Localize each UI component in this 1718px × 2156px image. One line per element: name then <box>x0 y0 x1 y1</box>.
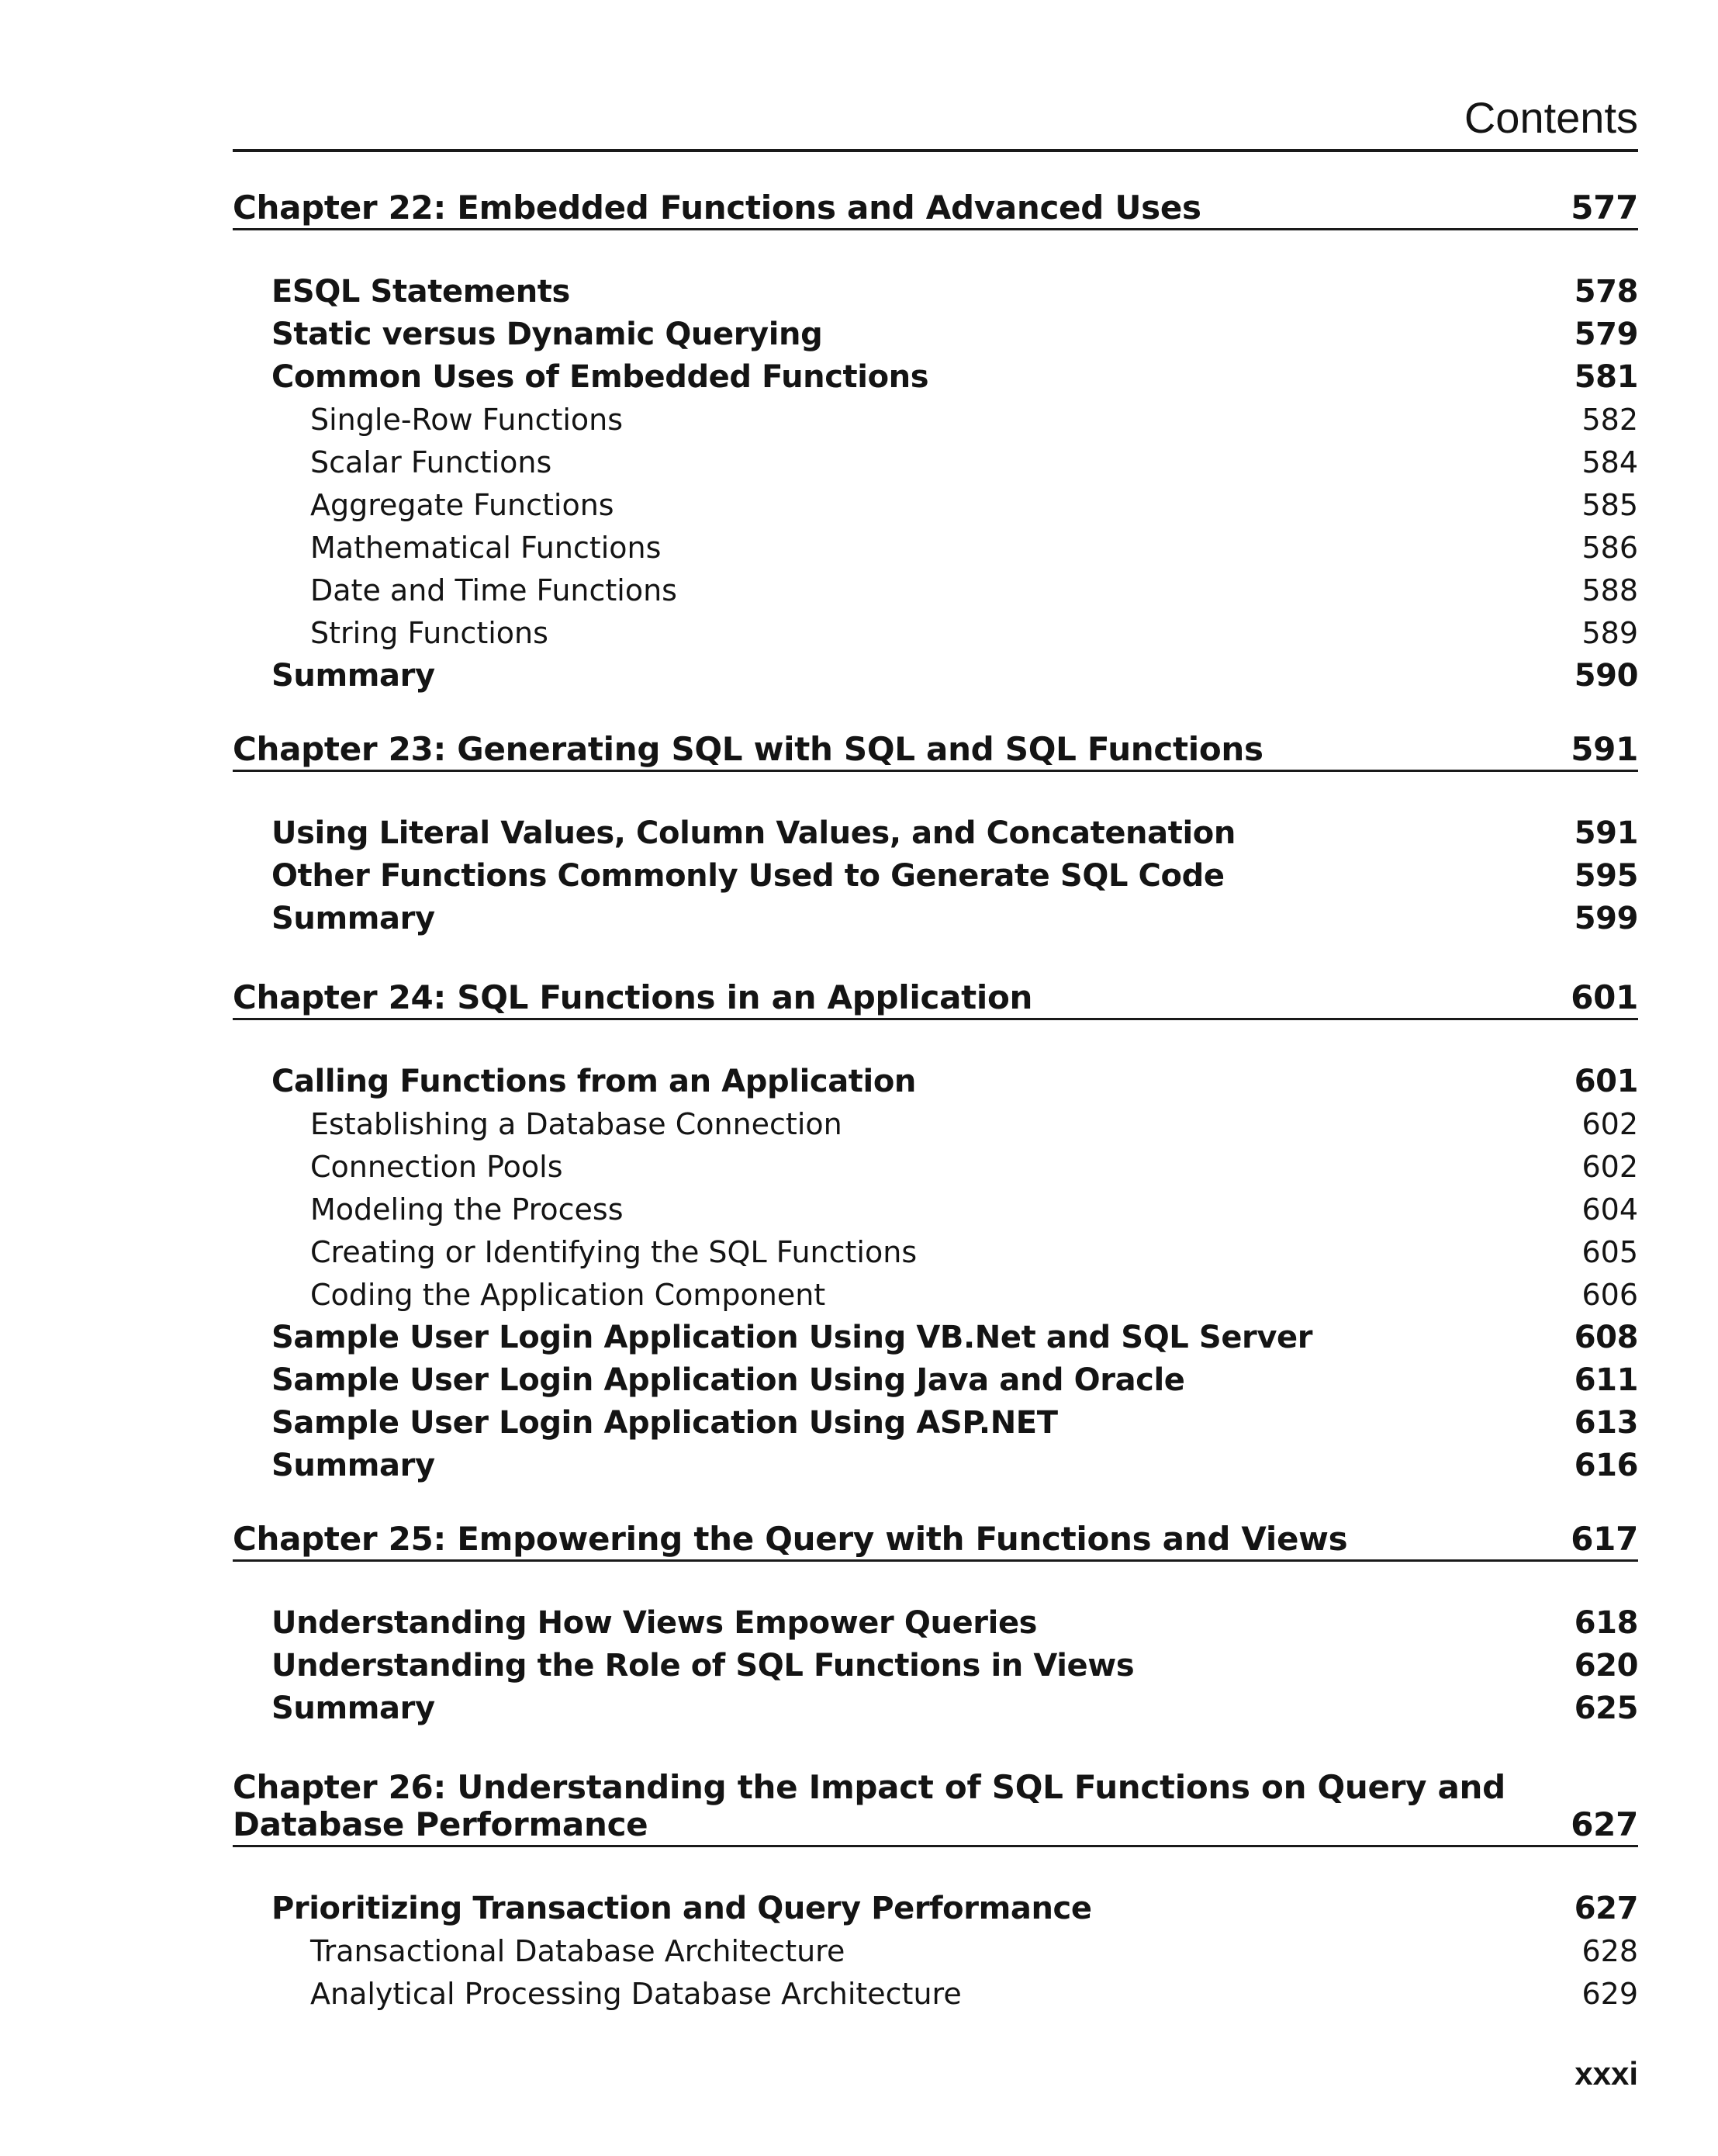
chapter-page-number: 591 <box>1571 730 1638 768</box>
chapter-title: Chapter 24: SQL Functions in an Application <box>233 978 1033 1016</box>
section-entry-list <box>233 271 1638 697</box>
entry-page-number: 627 <box>1574 1891 1638 1926</box>
chapter-heading[interactable] <box>233 731 1638 772</box>
entry-title: Summary <box>271 1691 435 1726</box>
chapter-page-number: 627 <box>1571 1805 1638 1843</box>
toc-section-entry[interactable] <box>233 356 1638 399</box>
toc-section-entry[interactable] <box>233 1687 1638 1730</box>
toc-page <box>233 0 1638 2156</box>
page-folio: xxxi <box>1575 2055 1638 2092</box>
toc-section-entry[interactable] <box>233 1359 1638 1402</box>
entry-title: Sample User Login Application Using ASP.NET <box>271 1405 1058 1441</box>
entry-page-number: 629 <box>1581 1977 1638 2011</box>
toc-section-entry[interactable] <box>233 271 1638 313</box>
chapter-25-section <box>233 1521 1638 1730</box>
chapter-heading[interactable] <box>233 189 1638 230</box>
entry-title: Sample User Login Application Using VB.Net and SQL Server <box>271 1320 1313 1355</box>
chapter-page-number: 577 <box>1571 189 1638 227</box>
toc-subsection-entry[interactable] <box>233 1973 1638 2016</box>
entry-page-number: 618 <box>1574 1605 1638 1641</box>
entry-page-number: 578 <box>1574 274 1638 310</box>
entry-page-number: 579 <box>1574 317 1638 352</box>
chapter-title: Chapter 22: Embedded Functions and Advanced Uses <box>233 189 1201 227</box>
entry-title: Date and Time Functions <box>310 573 677 607</box>
entry-page-number: 613 <box>1574 1405 1638 1441</box>
toc-subsection-entry[interactable] <box>233 484 1638 527</box>
entry-title: Creating or Identifying the SQL Functions <box>310 1235 918 1269</box>
toc-subsection-entry[interactable] <box>233 1274 1638 1317</box>
toc-subsection-entry[interactable] <box>233 1189 1638 1231</box>
chapter-heading[interactable] <box>233 1769 1638 1847</box>
entry-title: Mathematical Functions <box>310 531 662 565</box>
entry-title: Summary <box>271 1448 435 1483</box>
chapter-22-section <box>233 189 1638 697</box>
entry-title: Transactional Database Architecture <box>310 1934 845 1968</box>
toc-section-entry[interactable] <box>233 898 1638 940</box>
toc-section-entry[interactable] <box>233 1602 1638 1645</box>
entry-page-number: 599 <box>1574 901 1638 936</box>
chapter-heading[interactable] <box>233 979 1638 1020</box>
entry-page-number: 585 <box>1581 488 1638 522</box>
entry-title: Summary <box>271 901 435 936</box>
entry-title: Connection Pools <box>310 1150 563 1184</box>
entry-page-number: 581 <box>1574 359 1638 395</box>
entry-page-number: 602 <box>1581 1107 1638 1141</box>
entry-page-number: 601 <box>1574 1064 1638 1099</box>
toc-subsection-entry[interactable] <box>233 399 1638 441</box>
entry-title: ESQL Statements <box>271 274 570 310</box>
entry-title: Static versus Dynamic Querying <box>271 317 823 352</box>
chapter-24-section <box>233 979 1638 1487</box>
chapter-26-section <box>233 1769 1638 2016</box>
toc-section-entry[interactable] <box>233 812 1638 855</box>
chapter-heading[interactable] <box>233 1521 1638 1562</box>
toc-subsection-entry[interactable] <box>233 569 1638 612</box>
entry-title: Other Functions Commonly Used to Generate SQL Code <box>271 858 1225 894</box>
toc-section-entry[interactable] <box>233 1445 1638 1487</box>
entry-title: Coding the Application Component <box>310 1278 826 1312</box>
running-head: Contents <box>233 87 1638 152</box>
entry-page-number: 588 <box>1581 573 1638 607</box>
entry-page-number: 586 <box>1581 531 1638 565</box>
entry-page-number: 584 <box>1581 445 1638 479</box>
toc-subsection-entry[interactable] <box>233 612 1638 655</box>
entry-title: Using Literal Values, Column Values, and Concatenation <box>271 815 1236 851</box>
entry-page-number: 582 <box>1581 403 1638 437</box>
entry-page-number: 628 <box>1581 1934 1638 1968</box>
toc-subsection-entry[interactable] <box>233 441 1638 484</box>
chapter-23-section <box>233 731 1638 940</box>
entry-title: Common Uses of Embedded Functions <box>271 359 929 395</box>
entry-page-number: 595 <box>1574 858 1638 894</box>
toc-section-entry[interactable] <box>233 1061 1638 1103</box>
toc-subsection-entry[interactable] <box>233 1103 1638 1146</box>
section-entry-list <box>233 812 1638 940</box>
entry-page-number: 606 <box>1581 1278 1638 1312</box>
chapter-title: Chapter 26: Understanding the Impact of SQL Functions on Query and Database Performance <box>233 1768 1505 1843</box>
entry-page-number: 602 <box>1581 1150 1638 1184</box>
toc-section-entry[interactable] <box>233 855 1638 898</box>
toc-section-entry[interactable] <box>233 1888 1638 1930</box>
entry-title: Aggregate Functions <box>310 488 614 522</box>
entry-title: Prioritizing Transaction and Query Performance <box>271 1891 1092 1926</box>
entry-page-number: 608 <box>1574 1320 1638 1355</box>
entry-title: Analytical Processing Database Architecture <box>310 1977 962 2011</box>
entry-title: String Functions <box>310 616 548 650</box>
toc-section-entry[interactable] <box>233 1645 1638 1687</box>
toc-section-entry[interactable] <box>233 313 1638 356</box>
entry-title: Single-Row Functions <box>310 403 624 437</box>
entry-page-number: 625 <box>1574 1691 1638 1726</box>
entry-title: Calling Functions from an Application <box>271 1064 916 1099</box>
section-entry-list <box>233 1061 1638 1487</box>
toc-section-entry[interactable] <box>233 655 1638 697</box>
section-entry-list <box>233 1602 1638 1730</box>
entry-title: Sample User Login Application Using Java and Oracle <box>271 1362 1185 1398</box>
entry-page-number: 591 <box>1574 815 1638 851</box>
section-entry-list <box>233 1888 1638 2016</box>
chapter-title: Chapter 25: Empowering the Query with Functions and Views <box>233 1520 1348 1558</box>
toc-subsection-entry[interactable] <box>233 527 1638 569</box>
entry-page-number: 616 <box>1574 1448 1638 1483</box>
entry-title: Scalar Functions <box>310 445 552 479</box>
entry-page-number: 589 <box>1581 616 1638 650</box>
toc-section-entry[interactable] <box>233 1317 1638 1359</box>
chapter-page-number: 601 <box>1571 978 1638 1016</box>
toc-section-entry[interactable] <box>233 1402 1638 1445</box>
entry-title: Summary <box>271 658 435 694</box>
entry-page-number: 620 <box>1574 1648 1638 1684</box>
chapter-title: Chapter 23: Generating SQL with SQL and SQL Functions <box>233 730 1263 768</box>
toc-subsection-entry[interactable] <box>233 1146 1638 1189</box>
entry-title: Understanding How Views Empower Queries <box>271 1605 1038 1641</box>
entry-page-number: 605 <box>1581 1235 1638 1269</box>
chapter-page-number: 617 <box>1571 1520 1638 1558</box>
entry-page-number: 590 <box>1574 658 1638 694</box>
entry-title: Establishing a Database Connection <box>310 1107 842 1141</box>
entry-title: Modeling the Process <box>310 1192 624 1227</box>
entry-title: Understanding the Role of SQL Functions in Views <box>271 1648 1135 1684</box>
entry-page-number: 604 <box>1581 1192 1638 1227</box>
toc-subsection-entry[interactable] <box>233 1930 1638 1973</box>
entry-page-number: 611 <box>1574 1362 1638 1398</box>
toc-subsection-entry[interactable] <box>233 1231 1638 1274</box>
